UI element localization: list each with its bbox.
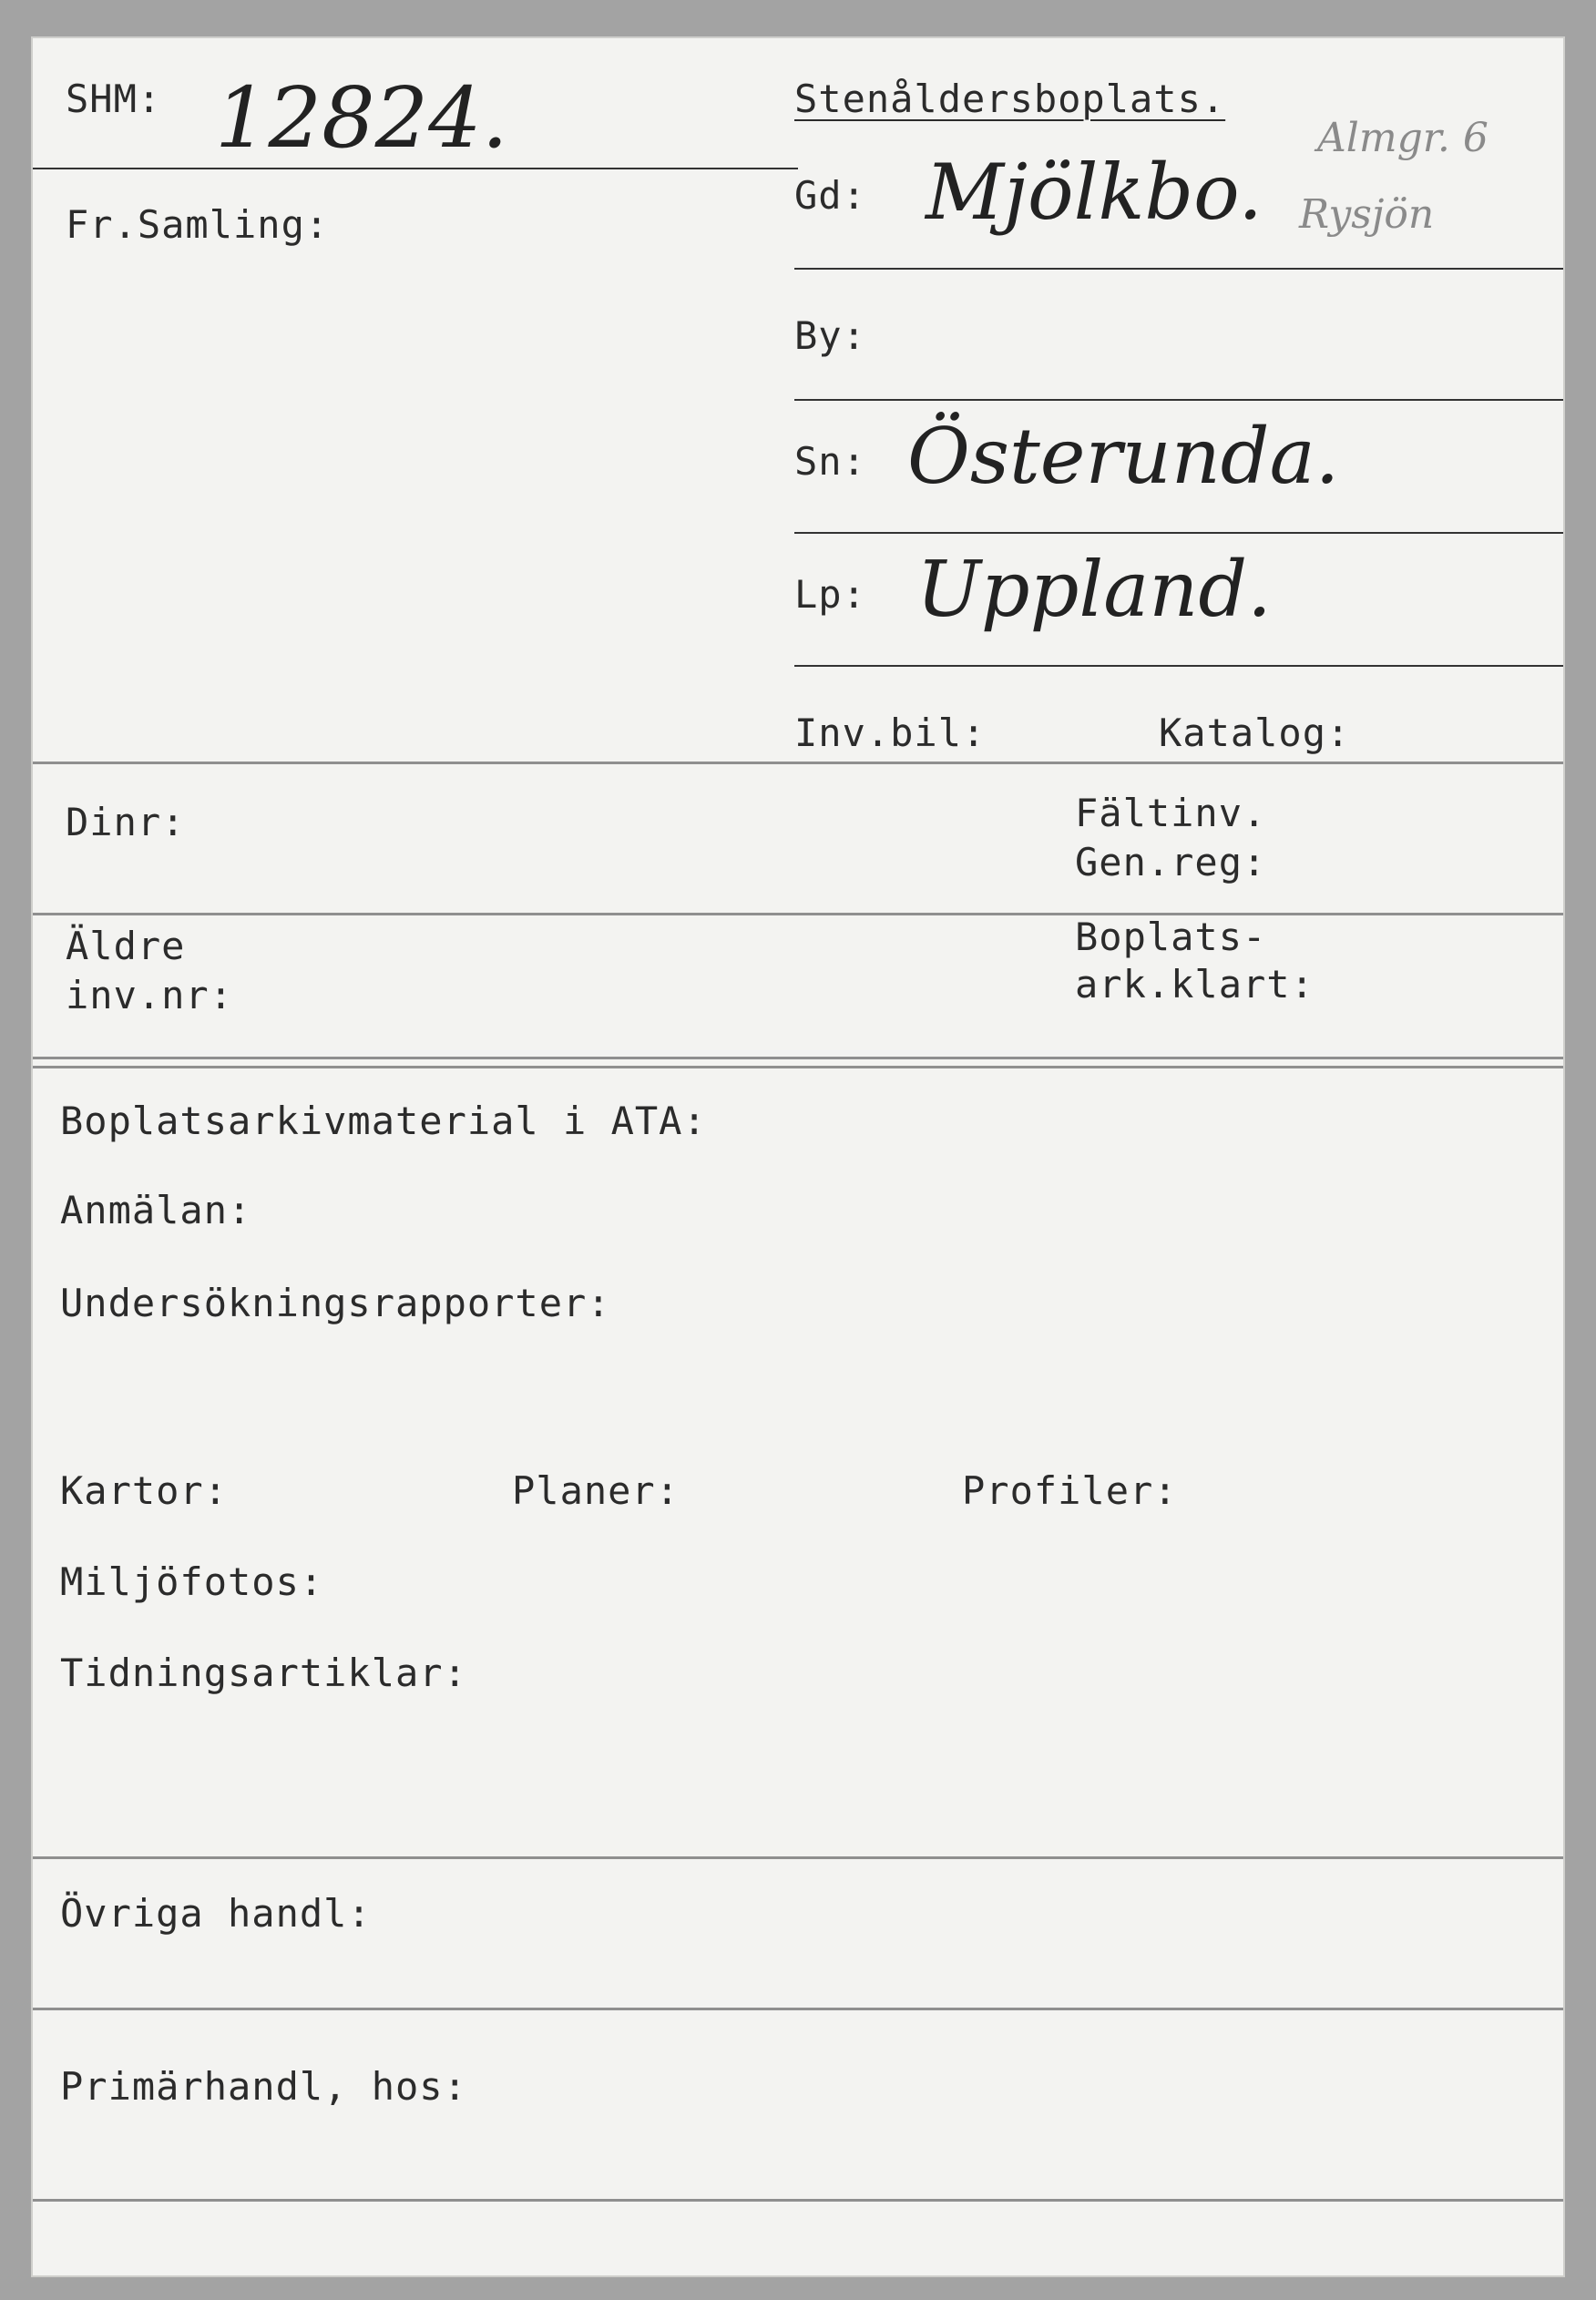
undersokning-label: Undersökningsrapporter: <box>60 1281 611 1325</box>
fr-samling-label: Fr.Samling: <box>66 202 330 247</box>
sn-value: Österunda. <box>907 412 1340 501</box>
site-type: Stenåldersboplats. <box>794 77 1226 121</box>
lp-value: Uppland. <box>916 545 1272 634</box>
section-divider-3a <box>33 1057 1563 1059</box>
miljofotos-label: Miljöfotos: <box>60 1559 324 1604</box>
annotation-rysjon: Rysjön <box>1299 191 1435 238</box>
section-divider-1 <box>33 762 1563 764</box>
boplats-label-2: ark.klart: <box>1075 962 1315 1007</box>
boplatsarkiv-label: Boplatsarkivmaterial i ATA: <box>60 1099 707 1143</box>
by-line <box>794 399 1563 401</box>
aldre-label-1: Äldre <box>66 924 186 968</box>
genreg-label: Gen.reg: <box>1075 840 1267 884</box>
profiler-label: Profiler: <box>962 1468 1178 1513</box>
lp-label: Lp: <box>794 572 866 617</box>
section-divider-4 <box>33 1856 1563 1859</box>
inv-bil-label: Inv.bil: <box>794 710 987 755</box>
sn-line <box>794 532 1563 534</box>
gd-value: Mjölkbo. <box>926 148 1263 237</box>
primar-label: Primärhandl, hos: <box>60 2064 467 2109</box>
by-label: By: <box>794 313 866 358</box>
tidning-label: Tidningsartiklar: <box>60 1651 467 1695</box>
sn-label: Sn: <box>794 439 866 484</box>
lp-line <box>794 665 1563 667</box>
faltinv-label: Fältinv. <box>1075 791 1267 835</box>
section-divider-2 <box>33 913 1563 915</box>
gd-label: Gd: <box>794 173 866 218</box>
gd-line <box>794 268 1563 270</box>
dinr-label: Dinr: <box>66 800 186 844</box>
aldre-label-2: inv.nr: <box>66 973 234 1017</box>
anmalan-label: Anmälan: <box>60 1188 252 1232</box>
katalog-label: Katalog: <box>1159 710 1351 755</box>
shm-underline <box>33 168 798 169</box>
boplats-label-1: Boplats- <box>1075 915 1267 959</box>
planer-label: Planer: <box>512 1468 680 1513</box>
section-divider-5 <box>33 2008 1563 2010</box>
section-divider-3b <box>33 1066 1563 1068</box>
annotation-almgr: Almgr. 6 <box>1317 115 1489 161</box>
section-divider-6 <box>33 2199 1563 2202</box>
kartor-label: Kartor: <box>60 1468 229 1513</box>
shm-value: 12824. <box>215 69 508 167</box>
shm-label: SHM: <box>66 77 162 121</box>
index-card <box>31 36 1565 2277</box>
ovriga-label: Övriga handl: <box>60 1891 372 1936</box>
